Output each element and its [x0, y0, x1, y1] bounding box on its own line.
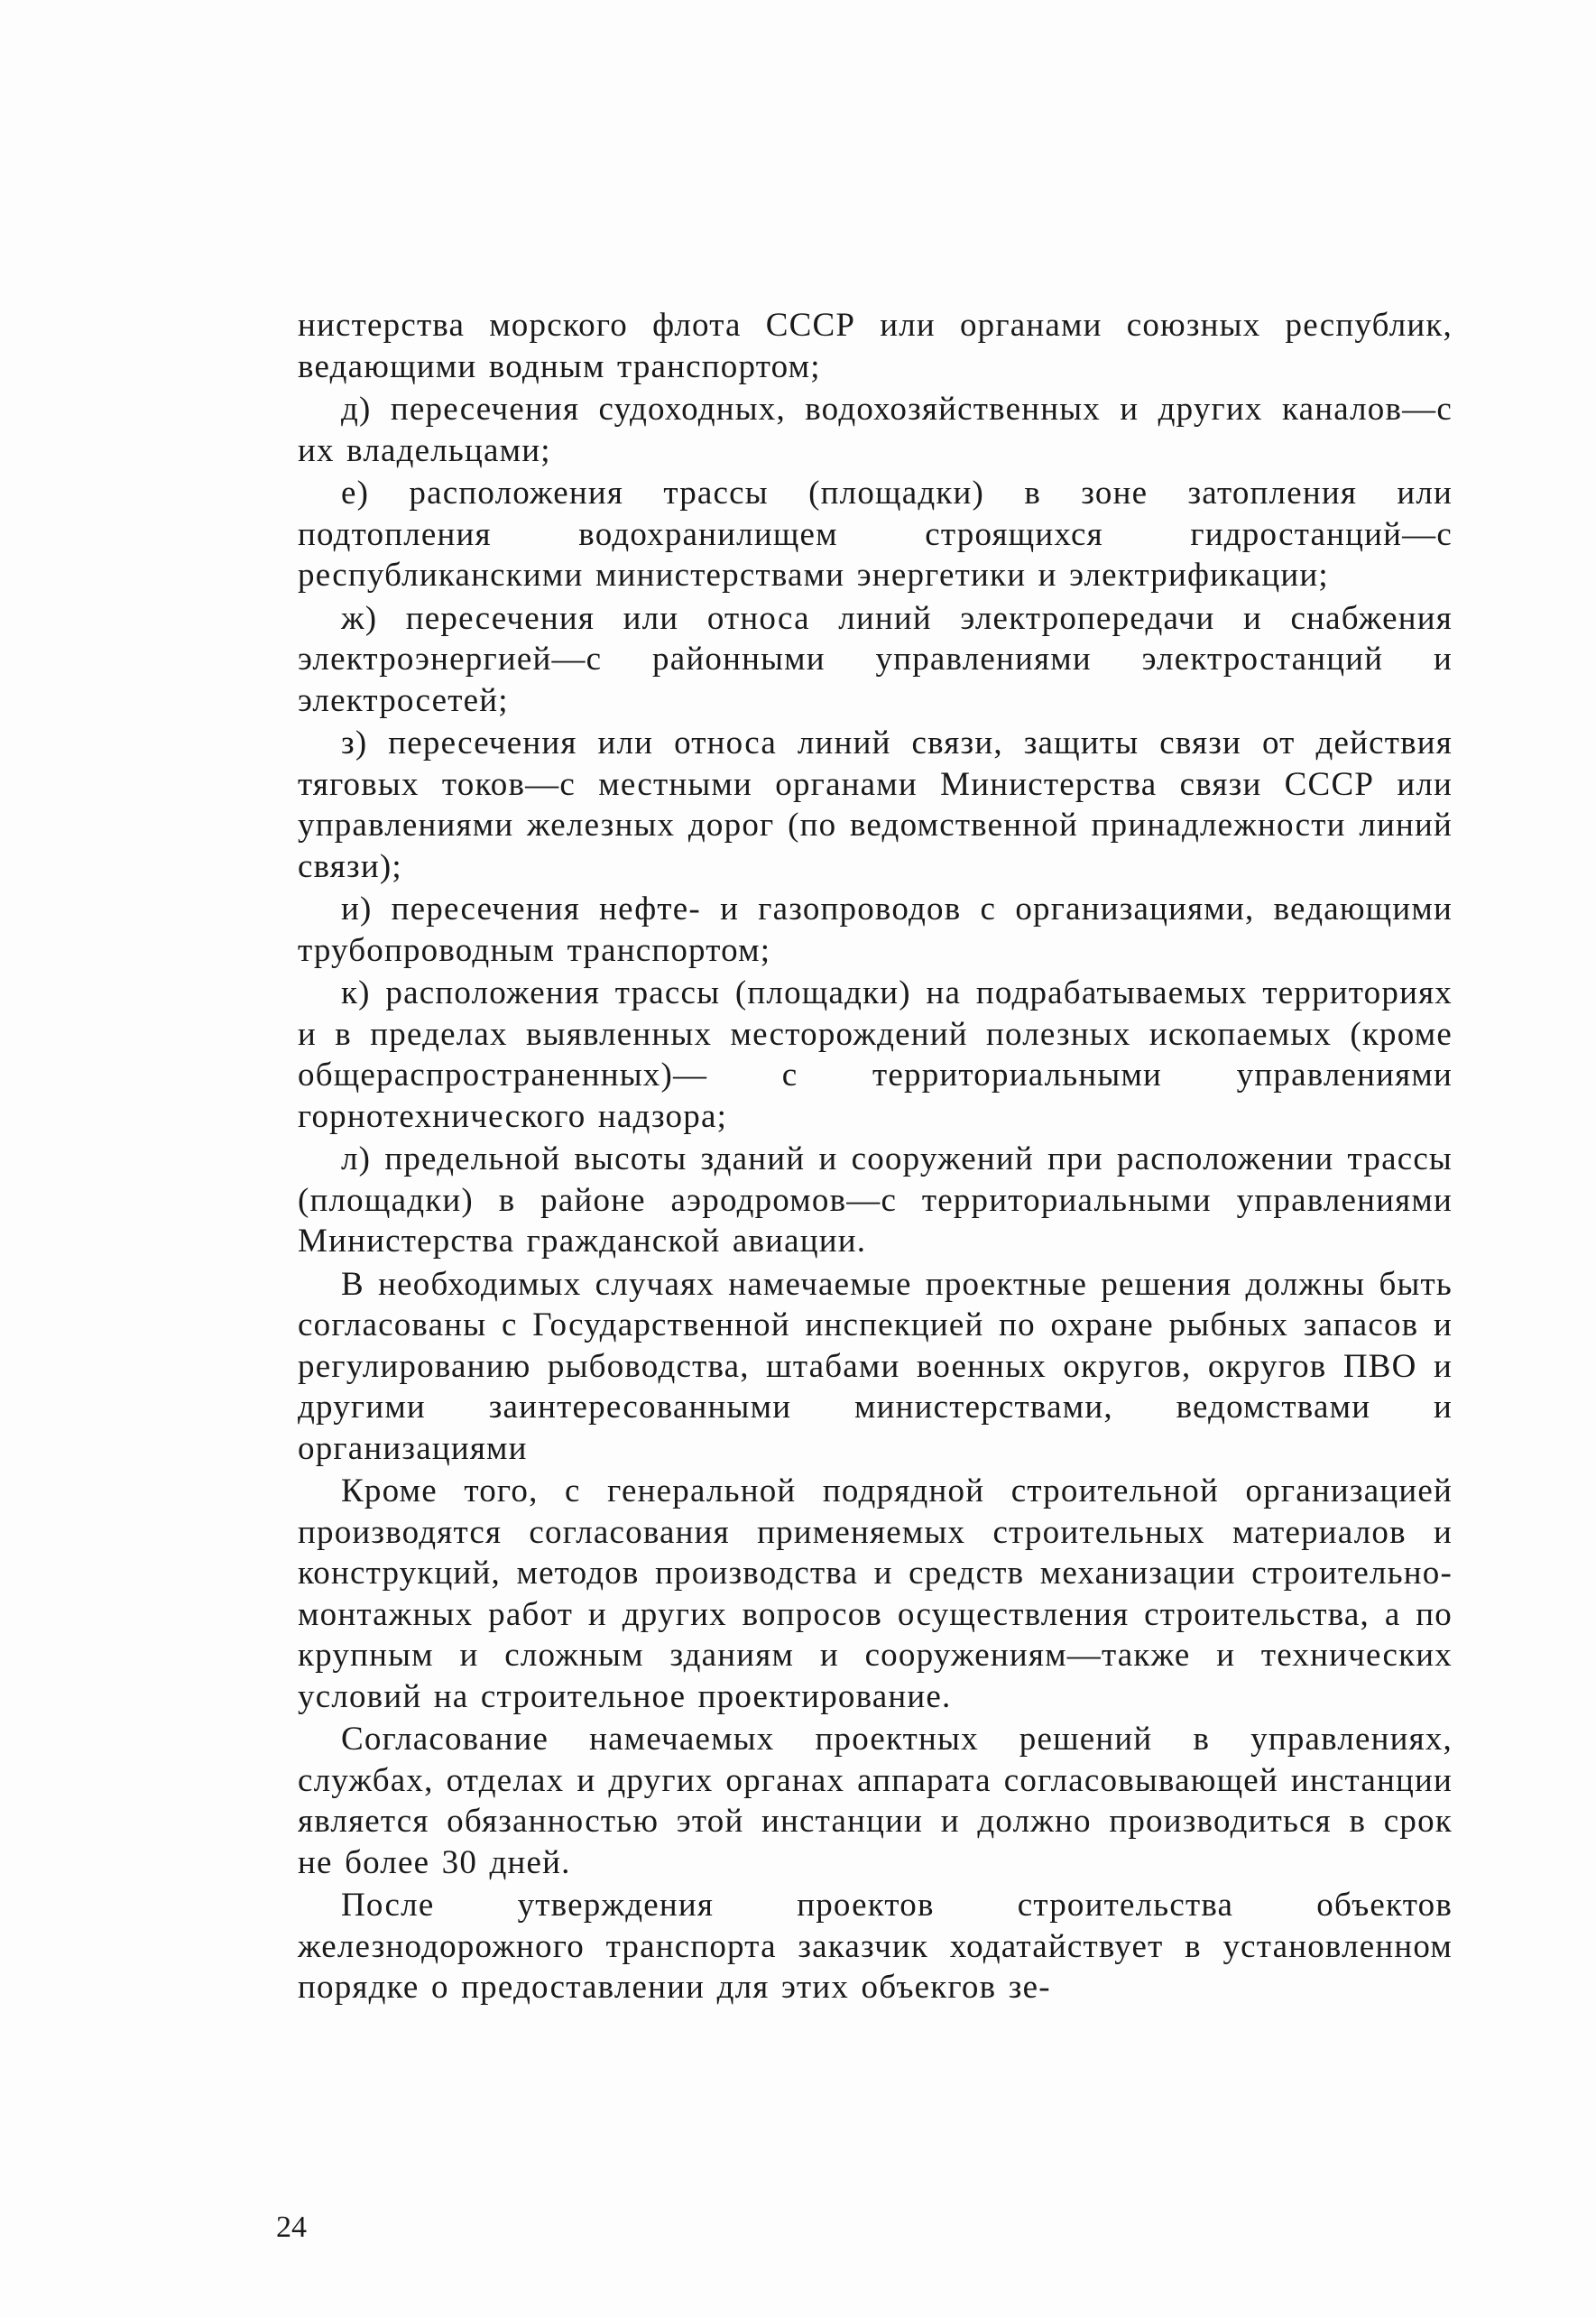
paragraph: Согласование намечаемых проектных решений в управлениях, службах, отделах и других органах аппарата согласовывающей инстанции является обязанностью этой инстанции и должно производиться в срок не более 30 дней. — [298, 1721, 1453, 1881]
paragraph: нистерства морского флота СССР или органами союзных республик, ведающими водным транспортом; — [298, 307, 1453, 385]
paragraph: к) расположения трассы (площадки) на подрабатываемых территориях и в пределах выявленных месторождений полезных ископаемых (кроме общераспространенных)— с территориальными управлениями горнотехнического надзора; — [298, 974, 1453, 1135]
body-text — [298, 305, 1453, 2010]
paragraph: з) пересечения или относа линий связи, защиты связи от действия тяговых токов—с местными органами Министерства связи СССР или управлениями железных дорог (по ведомственной принадлежности линий связи); — [298, 725, 1453, 885]
paragraph: ж) пересечения или относа линий электропередачи и снабжения электроэнергией—с районными управлениями электростанций и электросетей; — [298, 599, 1453, 719]
paragraph: и) пересечения нефте- и газопроводов с организациями, ведающими трубопроводным транспортом; — [298, 891, 1453, 969]
paragraph: л) предельной высоты зданий и сооружений при расположении трассы (площадки) в районе аэродромов—с территориальными управлениями Министерства гражданской авиации. — [298, 1140, 1453, 1260]
paragraph: В необходимых случаях намечаемые проектные решения должны быть согласованы с Государственной инспекцией по охране рыбных запасов и регулированию рыбоводства, штабами военных округов, округов ПВО и другими заинтересованными министерствами, ведомствами и организациями — [298, 1265, 1453, 1467]
page-number: 24 — [276, 2211, 307, 2244]
paragraph: Кроме того, с генеральной подрядной строительной организацией производятся согласования применяемых строительных материалов и конструкций, методов производства и средств механизации строительно-монтажных работ и других вопросов осуществления строительства, а по крупным и сложным зданиям и сооружениям—также и технических условий на строительное проектирование. — [298, 1472, 1453, 1715]
paragraph: д) пересечения судоходных, водохозяйственных и других каналов—с их владельцами; — [298, 391, 1453, 469]
paragraph: е) расположения трассы (площадки) в зоне затопления или подтопления водохранилищем строящихся гидростанций—с республиканскими министерствами энергетики и электрификации; — [298, 475, 1453, 594]
paragraph: После утверждения проектов строительства объектов железнодорожного транспорта заказчик ходатайствует в установленном порядке о предоставлении для этих объекгов зе- — [298, 1887, 1453, 2006]
